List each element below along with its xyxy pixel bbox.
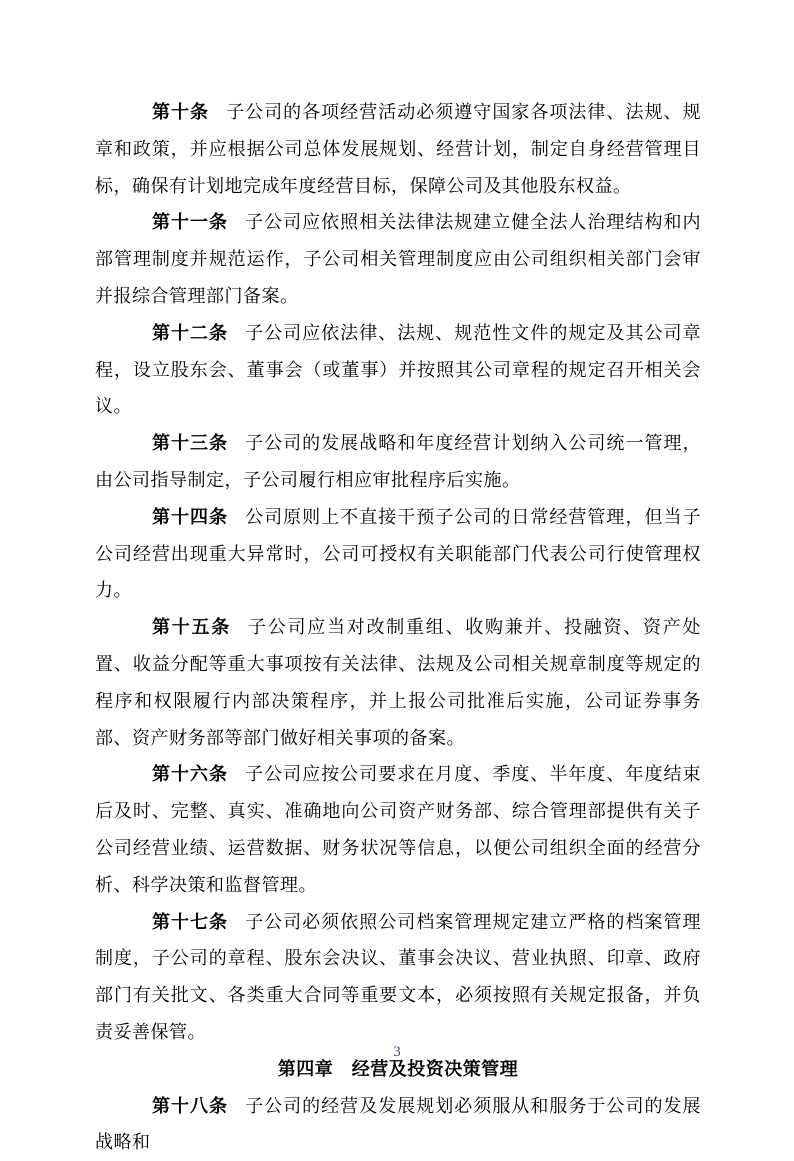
document-body <box>95 94 701 1161</box>
article-text: 子公司必须依照公司档案管理规定建立严格的档案管理制度，子公司的章程、股东会决议、董事会决议、营业执照、印章、政府部门有关批文、各类重大合同等重要文本，必须按照有关规定报备，并负责妥善保管。 <box>95 911 702 1042</box>
article-number: 第十一条 <box>152 212 229 233</box>
article-paragraph-15 <box>95 609 701 756</box>
article-text: 子公司的各项经营活动必须遵守国家各项法律、法规、规章和政策，并应根据公司总体发展规划、经营计划，制定自身经营管理目标，确保有计划地完成年度经营目标，保障公司及其他股东权益。 <box>95 102 702 196</box>
article-number: 第十五条 <box>152 617 231 638</box>
article-text: 子公司应依照相关法律法规建立健全法人治理结构和内部管理制度并规范运作，子公司相关管理制度应由公司组织相关部门会审并报综合管理部门备案。 <box>95 212 702 306</box>
article-number: 第十七条 <box>152 911 229 932</box>
article-number: 第十四条 <box>152 506 229 527</box>
article-text: 子公司的发展战略和年度经营计划纳入公司统一管理，由公司指导制定，子公司履行相应审批程序后实施。 <box>95 433 702 490</box>
article-paragraph-18 <box>95 1088 701 1161</box>
article-paragraph-11 <box>95 204 701 314</box>
page-number: 3 <box>393 1044 401 1060</box>
article-paragraph-17 <box>95 904 701 1051</box>
chapter-heading: 第四章 经营及投资决策管理 <box>277 1058 519 1079</box>
article-paragraph-16 <box>95 756 701 903</box>
article-text: 公司原则上不直接干预子公司的日常经营管理，但当子公司经营出现重大异常时，公司可授权有关职能部门代表公司行使管理权力。 <box>95 506 702 601</box>
article-paragraph-10 <box>95 94 701 204</box>
article-text: 子公司的经营及发展规划必须服从和服务于公司的发展战略和 <box>95 1095 702 1153</box>
article-paragraph-14 <box>95 499 701 609</box>
article-number: 第十八条 <box>152 1095 229 1116</box>
article-paragraph-12 <box>95 315 701 425</box>
article-number: 第十三条 <box>152 433 229 454</box>
article-text: 子公司应按公司要求在月度、季度、半年度、年度结束后及时、完整、真实、准确地向公司资产财务部、综合管理部提供有关子公司经营业绩、运营数据、财务状况等信息，以便公司组织全面的经营分析、科学决策和监督管理。 <box>95 764 702 895</box>
article-number: 第十六条 <box>152 764 229 785</box>
article-text: 子公司应依法律、法规、规范性文件的规定及其公司章程，设立股东会、董事会（或董事）并按照其公司章程的规定召开相关会议。 <box>95 322 702 417</box>
page-footer <box>0 1042 794 1062</box>
article-text: 子公司应当对改制重组、收购兼并、投融资、资产处置、收益分配等重大事项按有关法律、法规及公司相关规章制度等规定的程序和权限履行内部决策程序，并上报公司批准后实施，公司证券事务部、资产财务部等部门做好相关事项的备案。 <box>95 617 701 748</box>
article-paragraph-13 <box>95 425 701 499</box>
article-number: 第十二条 <box>152 322 229 343</box>
article-number: 第十条 <box>152 102 210 122</box>
